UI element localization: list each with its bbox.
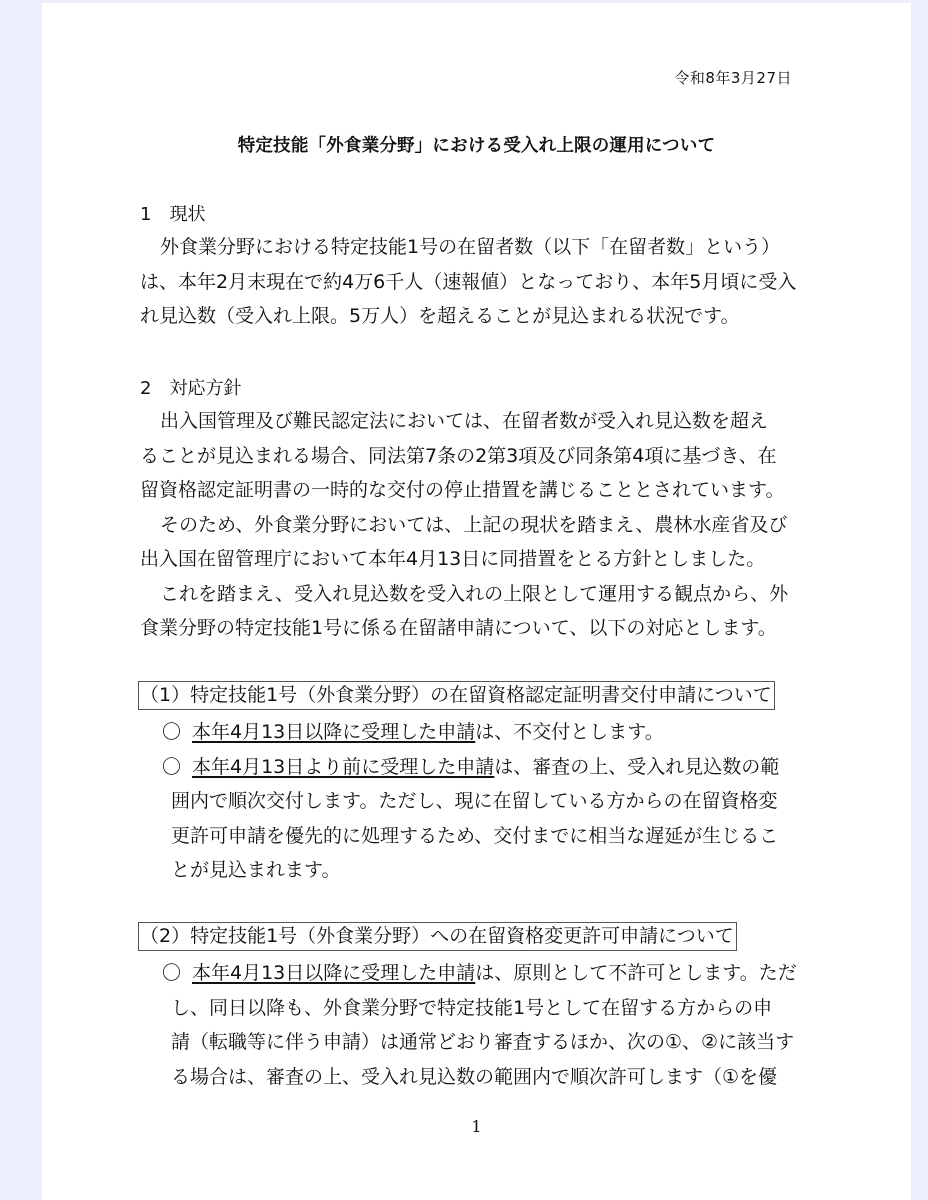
- section-current-status: [140, 199, 805, 334]
- paragraph-line: 出入国管理及び難民認定法においては、在留者数が受入れ見込数を超え: [160, 410, 769, 432]
- list-item-text: は、審査の上、受入れ見込数の範: [494, 755, 780, 778]
- circle-bullet-icon: 〇: [162, 962, 182, 984]
- list-item-continuation: とが見込まれます。: [171, 859, 341, 881]
- paragraph-line: 外食業分野における特定技能1号の在留者数（以下「在留者数」という）: [160, 236, 781, 258]
- paragraph-line: これを踏まえ、受入れ見込数を受入れの上限として運用する観点から、外: [160, 582, 789, 605]
- underlined-phrase: 本年4月13日以降に受理した申請: [192, 721, 476, 743]
- list-item-continuation: る場合は、審査の上、受入れ見込数の範囲内で順次許可します（①を優: [171, 1065, 778, 1088]
- section-policy: [140, 373, 805, 646]
- subsection-title-box: （1）特定技能1号（外食業分野）の在留資格認定証明書交付申請について: [138, 681, 775, 710]
- section-heading: 1 現状: [140, 204, 206, 225]
- list-item: [140, 750, 805, 785]
- list-item-text: は、原則として不許可とします。ただ: [475, 962, 797, 984]
- page-number: 1: [471, 1117, 482, 1136]
- list-item: [140, 715, 805, 750]
- subsection-certificate-applications: [140, 681, 805, 888]
- paragraph-line: 食業分野の特定技能1号に係る在留諸申請について、以下の対応とします。: [140, 617, 777, 639]
- section-heading: 2 対応方針: [140, 378, 242, 399]
- underlined-phrase: 本年4月13日より前に受理した申請: [192, 755, 495, 778]
- paragraph-line: ることが見込まれる場合、同法第7条の2第3項及び同条第4項に基づき、在: [140, 444, 777, 467]
- list-item-text: は、不交付とします。: [475, 721, 664, 743]
- paragraph-line: 留資格認定証明書の一時的な交付の停止措置を講じることとされています。: [140, 479, 785, 501]
- subsection-title-box: （2）特定技能1号（外食業分野）への在留資格変更許可申請について: [138, 922, 737, 951]
- paragraph-line: は、本年2月末現在で約4万6千人（速報値）となっており、本年5月頃に受入: [140, 270, 797, 293]
- document-page: [42, 3, 911, 1200]
- list-item-continuation: 更許可申請を優先的に処理するため、交付までに相当な遅延が生じるこ: [171, 824, 779, 847]
- underlined-phrase: 本年4月13日以降に受理した申請: [192, 962, 476, 984]
- circle-bullet-icon: 〇: [162, 755, 182, 778]
- list-item-continuation: 囲内で順次交付します。ただし、現に在留している方からの在留資格変: [171, 790, 778, 812]
- document-title: 特定技能「外食業分野」における受入れ上限の運用について: [237, 136, 716, 156]
- document-date: 令和8年3月27日: [674, 69, 792, 87]
- list-item-continuation: 請（転職等に伴う申請）は通常どおり審査するほか、次の①、②に該当す: [171, 1031, 795, 1053]
- list-item: [140, 956, 805, 991]
- circle-bullet-icon: 〇: [162, 721, 182, 743]
- list-item-continuation: し、同日以降も、外食業分野で特定技能1号として在留する方からの申: [171, 996, 773, 1019]
- paragraph-line: 出入国在留管理庁において本年4月13日に同措置をとる方針としました。: [140, 548, 766, 570]
- subsection-status-change-applications: [140, 922, 805, 1094]
- paragraph-line: そのため、外食業分野においては、上記の現状を踏まえ、農林水産省及び: [160, 513, 788, 536]
- paragraph-line: れ見込数（受入れ上限。5万人）を超えることが見込まれる状況です。: [140, 305, 740, 327]
